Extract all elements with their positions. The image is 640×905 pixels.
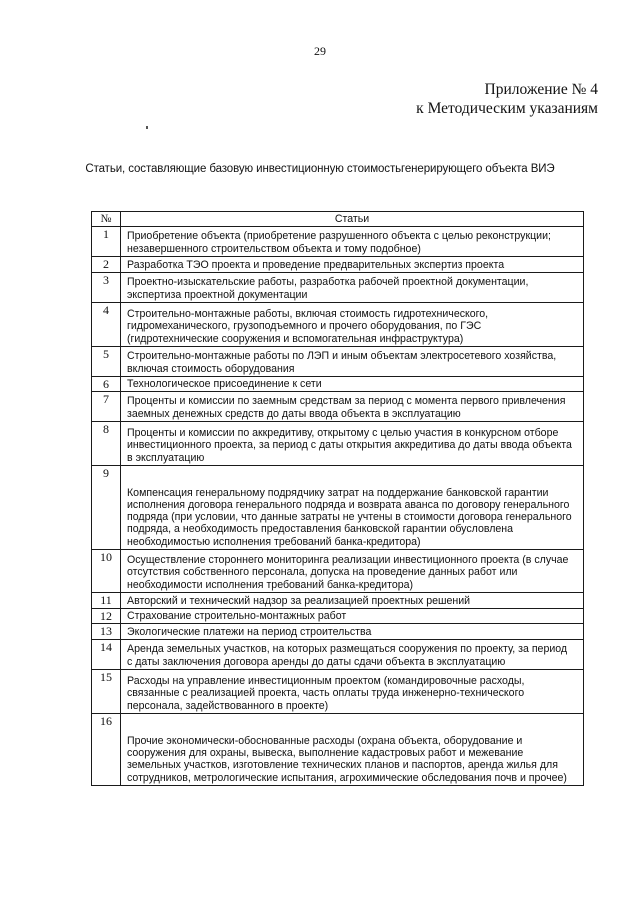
- row-item-text: [121, 550, 584, 593]
- row-item-line: инвестиционного проекта, за период с даты открытия аккредитива до даты ввода объекта: [127, 439, 572, 452]
- row-item-line: Расходы на управление инвестиционным проектом (командировочные расходы,: [127, 675, 525, 688]
- row-item-text: [121, 303, 584, 347]
- row-item-line: подряда (при условии, что данные затраты не учтены в стоимости договора генерального: [127, 511, 572, 524]
- row-item-line: сотрудников, метрологические испытания, агрохимические обследования почв и прочее): [127, 771, 567, 784]
- table-row: [92, 377, 584, 392]
- row-number: 8: [92, 422, 121, 466]
- row-item-line: Приобретение объекта (приобретение разрушенного объекта с целью реконструкции;: [127, 230, 551, 243]
- row-item-line: подряда, а необходимость предоставления банковской гарантии обусловлена: [127, 523, 514, 536]
- row-number: 5: [92, 347, 121, 377]
- row-item-line: отсутствия собственного персонала, допуска на проведение данных работ или: [127, 566, 518, 579]
- appendix-line-1: Приложение № 4: [484, 81, 598, 98]
- table-row: [92, 257, 584, 273]
- row-number: 2: [92, 257, 121, 273]
- row-item-line: экспертиза проектной документации: [127, 288, 308, 301]
- row-item-line: Разработка ТЭО проекта и проведение предварительных экспертиз проекта: [127, 258, 505, 271]
- header-number: №: [92, 212, 121, 227]
- row-number: 3: [92, 273, 121, 303]
- row-item-text: [121, 422, 584, 466]
- table-row: [92, 624, 584, 640]
- row-item-line: заемных денежных средств до даты ввода объекта в эксплуатацию: [127, 407, 461, 420]
- row-number: 15: [92, 670, 121, 714]
- table-row: [92, 640, 584, 670]
- row-item-text: [121, 273, 584, 303]
- row-item-line: Проценты и комиссии по аккредитиву, открытому с целью участия в конкурсном отборе: [127, 427, 559, 440]
- table-row: [92, 466, 584, 550]
- row-item-line: включая стоимость оборудования: [127, 362, 295, 375]
- document-title: Статьи, составляющие базовую инвестиционную стоимостьгенерирующего объекта ВИЭ: [85, 163, 555, 175]
- row-number: 7: [92, 392, 121, 422]
- row-item-line: персонала, задействованного в проекте): [127, 699, 329, 712]
- table-row: [92, 422, 584, 466]
- row-item-text: [121, 670, 584, 714]
- scan-speck: [146, 126, 148, 129]
- row-number: 6: [92, 377, 121, 392]
- row-item-text: [121, 347, 584, 377]
- row-item-line: необходимостью исполнения требований банка-кредитора): [127, 535, 421, 548]
- row-item-text: [121, 392, 584, 422]
- appendix-reference: [416, 80, 598, 118]
- row-item-text: [121, 257, 584, 273]
- row-number: 9: [92, 466, 121, 550]
- row-item-line: Проценты и комиссии по заемным средствам за период с момента первого привлечения: [127, 395, 566, 408]
- table-row: [92, 593, 584, 609]
- row-item-line: в эксплуатацию: [127, 451, 205, 464]
- page-number: 29: [314, 44, 326, 58]
- row-number: 14: [92, 640, 121, 670]
- row-number: 11: [92, 593, 121, 609]
- row-item-text: [121, 609, 584, 624]
- header-items: Статьи: [121, 212, 584, 227]
- row-item-line: Компенсация генеральному подрядчику затрат на поддержание банковской гарантии: [127, 486, 549, 499]
- table-row: [92, 273, 584, 303]
- table-row: [92, 392, 584, 422]
- row-item-line: Строительно-монтажные работы, включая стоимость гидротехнического,: [127, 308, 489, 321]
- row-item-line: с даты заключения договора аренды до даты сдачи объекта в эксплуатацию: [127, 655, 506, 668]
- table-header-row: [92, 212, 584, 227]
- table-row: [92, 609, 584, 624]
- row-item-line: Строительно-монтажные работы по ЛЭП и иным объектам электросетевого хозяйства,: [127, 350, 557, 363]
- row-item-line: (гидротехнические сооружения и вспомогательная инфраструктура): [127, 332, 464, 345]
- row-item-line: гидромеханического, грузоподъемного и прочего оборудования, по ГЭС: [127, 320, 482, 333]
- row-item-line: Авторский и технический надзор за реализацией проектных решений: [127, 594, 471, 607]
- cost-items-table: [91, 211, 584, 786]
- row-item-text: [121, 227, 584, 257]
- row-item-line: необходимости исполнения требований банка-кредитора): [127, 578, 414, 591]
- row-item-text: [121, 466, 584, 550]
- table-body: [92, 227, 584, 786]
- table-row: [92, 670, 584, 714]
- row-item-line: связанные с реализацией проекта, часть оплаты труда инженерно-технического: [127, 687, 525, 700]
- row-number: 4: [92, 303, 121, 347]
- row-item-line: земельных участков, изготовление технических планов и паспортов, аренда жилья для: [127, 759, 558, 772]
- table-row: [92, 550, 584, 593]
- row-item-line: Технологическое присоединение к сети: [127, 377, 322, 390]
- row-number: 10: [92, 550, 121, 593]
- table-row: [92, 714, 584, 786]
- table-row: [92, 303, 584, 347]
- row-item-line: незавершенного строительством объекта и тому подобное): [127, 242, 421, 255]
- row-item-line: сооружения для охраны, вывеска, выполнение кадастровых работ и межевание: [127, 747, 524, 760]
- appendix-line-2: к Методическим указаниям: [416, 100, 598, 117]
- row-item-text: [121, 593, 584, 609]
- row-number: 12: [92, 609, 121, 624]
- row-item-line: Экологические платежи на период строительства: [127, 625, 372, 638]
- row-item-line: Проектно-изыскательские работы, разработка рабочей проектной документации,: [127, 276, 529, 289]
- table-row: [92, 347, 584, 377]
- row-item-text: [121, 377, 584, 392]
- row-number: 16: [92, 714, 121, 786]
- row-item-text: [121, 640, 584, 670]
- row-item-line: Осуществление стороннего мониторинга реализации инвестиционного проекта (в случае: [127, 554, 569, 567]
- row-item-line: Страхование строительно-монтажных работ: [127, 609, 347, 622]
- row-number: 13: [92, 624, 121, 640]
- row-item-text: [121, 624, 584, 640]
- row-item-line: Аренда земельных участков, на которых размещаться сооружения по проекту, за период: [127, 643, 568, 656]
- row-number: 1: [92, 227, 121, 257]
- table-row: [92, 227, 584, 257]
- row-item-text: [121, 714, 584, 786]
- row-item-line: исполнения договора генерального подряда и возврата аванса по договору генерального: [127, 498, 570, 511]
- row-item-line: Прочие экономически-обоснованные расходы (охрана объекта, оборудование и: [127, 734, 523, 747]
